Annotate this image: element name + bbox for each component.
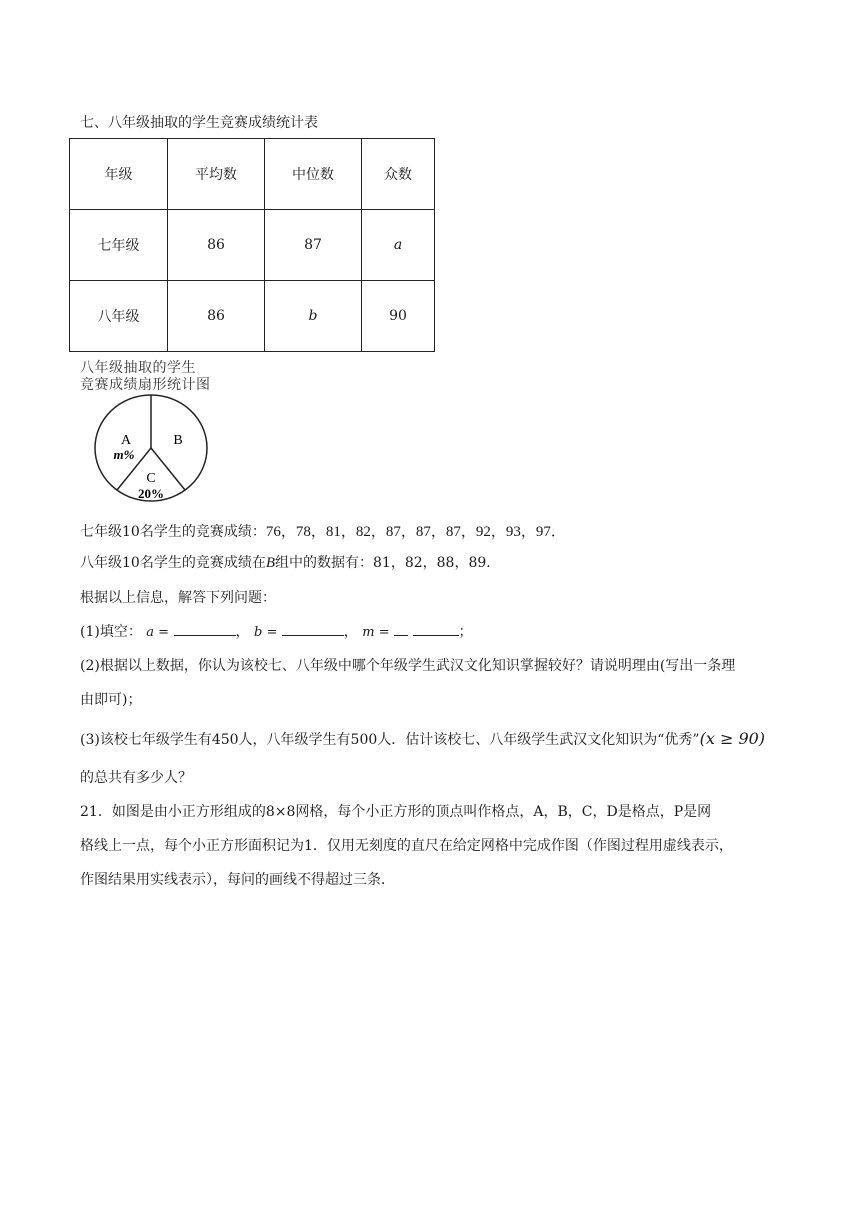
table-cell: 七年级: [70, 210, 168, 281]
pie-slice-label-b: B: [173, 433, 183, 448]
grade8-suffix: 组中的数据有：81，82，88，89．: [275, 555, 501, 571]
table-cell: a: [362, 210, 435, 281]
table-row: [70, 210, 435, 281]
q1-m-label: m =: [362, 625, 390, 640]
table-row: [70, 281, 435, 352]
q3-condition: (x ≥ 90): [699, 729, 766, 748]
table-cell: 86: [168, 281, 265, 352]
grade7-prefix: 七年级10名学生的竞赛成绩：: [80, 524, 266, 540]
table-cell: b: [265, 281, 362, 352]
grade7-scores-line: [80, 520, 566, 541]
problem-21-line3: 作图结果用实线表示），每问的画线不得超过三条．: [80, 872, 395, 888]
question-3-line1: [80, 729, 765, 749]
table-cell: 八年级: [70, 281, 168, 352]
table-cell: 86: [168, 210, 265, 281]
prompt-line: 根据以上信息，解答下列问题：: [80, 590, 276, 606]
q1-a-label: a =: [146, 625, 170, 640]
question-2-line1: (2)根据以上数据，你认为该校七、八年级中哪个年级学生武汉文化知识掌握较好？请说明理由(写出一条理: [80, 658, 736, 674]
question-3-line2: 的总共有多少人？: [80, 770, 192, 786]
q1-sep: ，: [235, 624, 250, 640]
question-2-line2: 由即可)；: [80, 692, 142, 708]
grade8-b-group-line: [80, 552, 500, 572]
pie-slice-value-c: 20%: [138, 486, 164, 501]
grade8-group-var: B: [265, 555, 275, 571]
table-cell: 87: [265, 210, 362, 281]
pie-slice-value-a: m%: [113, 447, 135, 462]
q1-m-blank-short: [394, 621, 408, 636]
problem-21-line2: 格线上一点，每个小正方形面积记为1．仅用无刻度的直尺在给定网格中完成作图（作图过程用虚线表示，: [80, 838, 733, 854]
q1-prefix: (1)填空：: [80, 624, 142, 640]
problem-21-line1: 21．如图是由小正方形组成的8×8网格，每个小正方形的顶点叫作格点，A，B，C，D是格点，P是网: [80, 804, 712, 820]
table-header-cell: 年级: [70, 139, 168, 210]
q1-a-blank: [174, 621, 236, 636]
pie-chart: [90, 392, 214, 506]
question-1-line: [80, 621, 473, 641]
q1-b-blank: [282, 621, 344, 636]
q3-text: (3)该校七年级学生有450人，八年级学生有500人．估计该校七、八年级学生武汉文化知识为“优秀”: [80, 732, 700, 748]
q1-end: ；: [458, 624, 473, 640]
q1-m-blank: [413, 621, 459, 636]
pie-slice-label-a: A: [120, 433, 132, 448]
grade7-scores: 76，78，81，82，87，87，87，92，93，97．: [265, 524, 566, 540]
table-cell: 90: [362, 281, 435, 352]
table-caption: 七、八年级抽取的学生竞赛成绩统计表: [80, 115, 318, 131]
table-header-cell: 平均数: [168, 139, 265, 210]
pie-slice-label-c: C: [146, 471, 156, 486]
pie-chart-title-line1: 八年级抽取的学生: [80, 360, 196, 376]
q1-b-label: b =: [253, 625, 278, 640]
q1-sep: ，: [343, 624, 358, 640]
table-header-cell: 众数: [362, 139, 435, 210]
grade8-prefix: 八年级10名学生的竞赛成绩在: [80, 555, 266, 571]
pie-divider-right: [151, 448, 185, 490]
table-header-row: [70, 139, 435, 210]
pie-chart-title-line2: 竞赛成绩扇形统计图: [80, 377, 211, 393]
table-header-cell: 中位数: [265, 139, 362, 210]
score-stats-table: [69, 138, 435, 352]
